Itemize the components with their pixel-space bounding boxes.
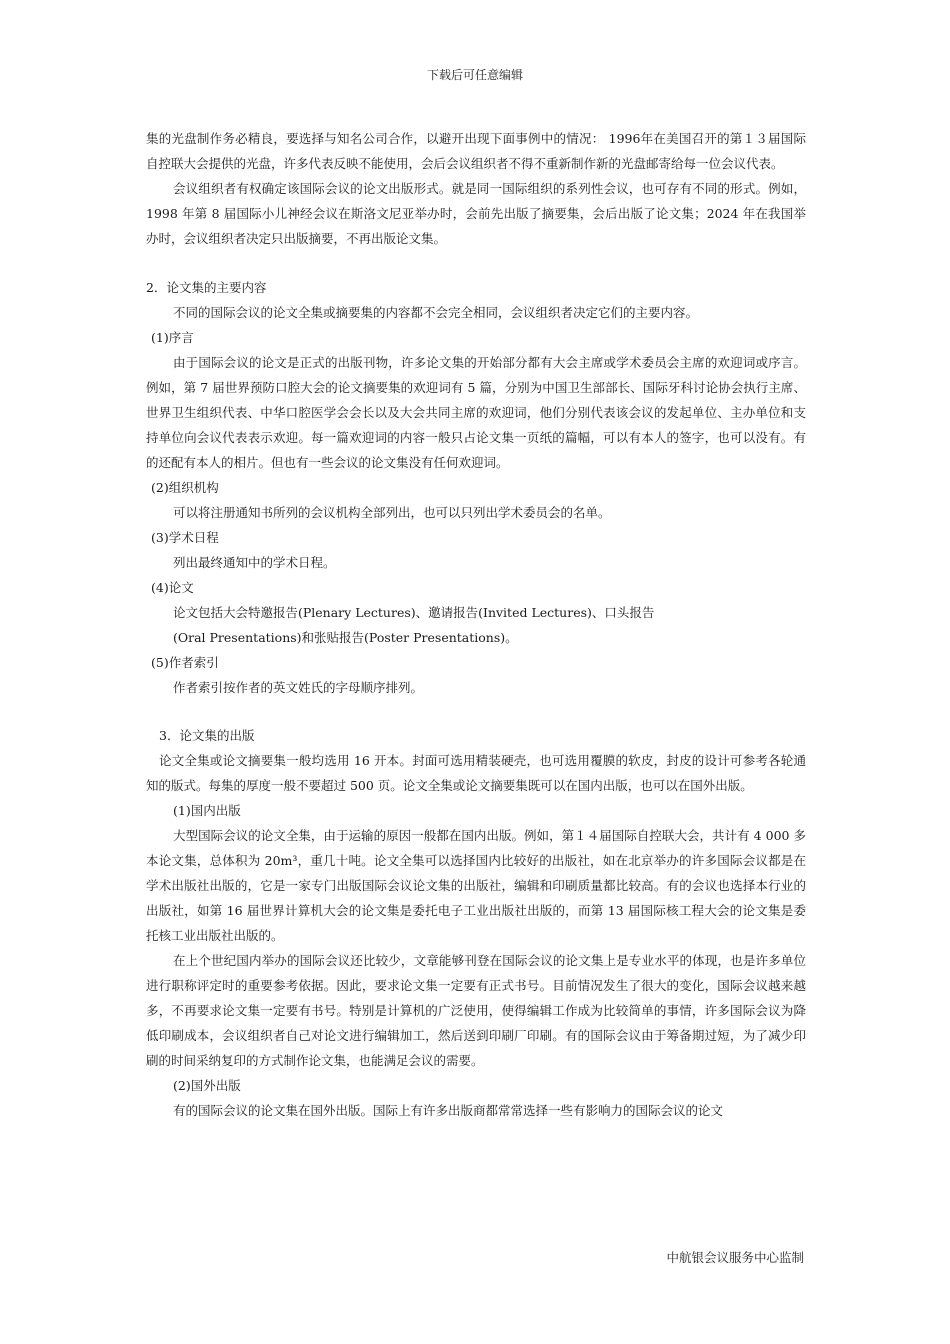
paragraph: (Oral Presentations)和张贴报告(Poster Presentations)。 — [173, 630, 518, 645]
spacer — [146, 251, 806, 275]
section-heading: 2．论文集的主要内容 — [146, 280, 267, 295]
paragraph: 有的国际会议的论文集在国外出版。国际上有许多出版商都常常选择一些有影响力的国际会议的论文 — [173, 1103, 724, 1118]
paragraph: 作者索引按作者的英文姓氏的字母顺序排列。 — [173, 680, 424, 695]
page-header: 下载后可任意编辑 — [426, 68, 523, 82]
paragraph: 论文全集或论文摘要集一般均选用 16 开本。封面可选用精装硬壳，也可选用覆膜的软皮，封皮的设计可参考各轮通知的版式。每集的厚度一般不要超过 500 页。论文全集或论文摘要集既可以在国内出版，也可以在国外出版。 — [146, 753, 806, 793]
subsection-heading: (5)作者索引 — [151, 655, 219, 670]
subsection-heading: (1)序言 — [151, 330, 194, 345]
paragraph: 会议组织者有权确定该国际会议的论文出版形式。就是同一国际组织的系列性会议，也可存有不同的形式。例如，1998 年第 8 届国际小儿神经会议在斯洛文尼亚举办时，会前先出版了摘要集，会后出版了论文集；2024 年在我国举办时，会议组织者决定只出版摘要，不再出版论文集。 — [146, 181, 806, 246]
paragraph: 集的光盘制作务必精良，要选择与知名公司合作，以避开出现下面事例中的情况： 1996年在美国召开的第１３届国际自控联大会提供的光盘，许多代表反映不能使用，会后会议组织者不得不重新制作新的光盘邮寄给每一位会议代表。 — [146, 131, 806, 171]
subsection-heading: (1)国内出版 — [173, 803, 241, 818]
section-heading: 3．论文集的出版 — [159, 728, 255, 743]
subsection-heading: (2)国外出版 — [173, 1078, 241, 1093]
paragraph: 由于国际会议的论文是正式的出版刊物，许多论文集的开始部分都有大会主席或学术委员会主席的欢迎词或序言。例如，第 7 届世界预防口腔大会的论文摘要集的欢迎词有 5 篇，分别为中国卫生部部长、国际牙科讨论协会执行主席、世界卫生组织代表、中华口腔医学会会长以及大会共同主席的欢迎词，他们分别代表该会议的发起单位、主办单位和支持单位向会议代表表示欢迎。每一篇欢迎词的内容一般只占论文集一页纸的篇幅，可以有本人的签字，也可以没有。有的还配有本人的相片。但也有一些会议的论文集没有任何欢迎词。 — [146, 355, 806, 470]
paragraph: 论文包括大会特邀报告(Plenary Lectures)、邀请报告(Invited Lectures)、口头报告 — [173, 605, 655, 620]
paragraph: 在上个世纪国内举办的国际会议还比较少，文章能够刊登在国际会议的论文集上是专业水平的体现，也是许多单位进行职称评定时的重要参考依据。因此，要求论文集一定要有正式书号。目前情况发生了很大的变化，国际会议越来越多，不再要求论文集一定要有书号。特别是计算机的广泛使用，使得编辑工作成为比较简单的事情，许多国际会议为降低印刷成本，会议组织者自己对论文进行编辑加工，然后送到印刷厂印刷。有的国际会议由于筹备期过短，为了减少印刷的时间采纳复印的方式制作论文集，也能满足会议的需要。 — [146, 953, 806, 1068]
document-body — [146, 126, 806, 1123]
paragraph: 不同的国际会议的论文全集或摘要集的内容都不会完全相同，会议组织者决定它们的主要内容。 — [173, 305, 699, 320]
paragraph: 列出最终通知中的学术日程。 — [173, 555, 336, 570]
paragraph: 可以将注册通知书所列的会议机构全部列出，也可以只列出学术委员会的名单。 — [173, 505, 611, 520]
subsection-heading: (3)学术日程 — [151, 530, 219, 545]
spacer — [146, 700, 806, 723]
subsection-heading: (4)论文 — [151, 580, 194, 595]
subsection-heading: (2)组织机构 — [151, 480, 219, 495]
page-footer: 中航银会议服务中心监制 — [666, 1250, 804, 1265]
paragraph: 大型国际会议的论文全集，由于运输的原因一般都在国内出版。例如，第１４届国际自控联大会，共计有 4 000 多本论文集，总体积为 20m³，重几十吨。论文全集可以选择国内比较好的出版社，如在北京举办的许多国际会议都是在学术出版社出版的，它是一家专门出版国际会议论文集的出版社，编辑和印刷质量都比较高。有的会议也选择本行业的出版社，如第 16 届世界计算机大会的论文集是委托电子工业出版社出版的，而第 13 届国际核工程大会的论文集是委托核工业出版社出版的。 — [146, 828, 806, 943]
